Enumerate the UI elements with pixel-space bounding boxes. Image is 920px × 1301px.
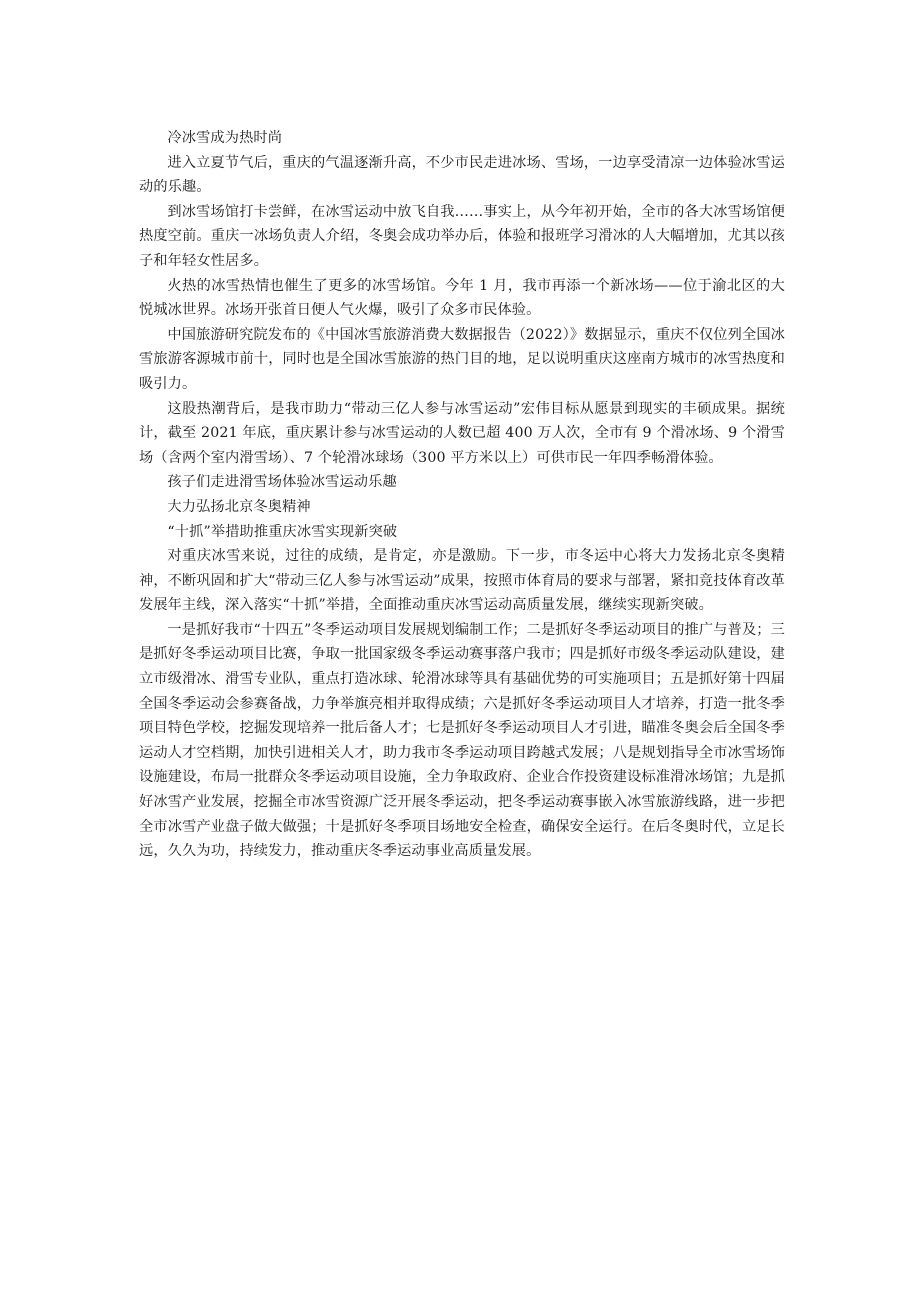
section-subheading: “十抓”举措助推重庆冰雪实现新突破	[167, 523, 398, 540]
paragraph: 对重庆冰雪来说，过往的成绩，是肯定，亦是激励。下一步，市冬运中心将大力发扬北京冬奥精神，不断巩固和扩大“带动三亿人参与冰雪运动”成果，按照市体育局的要求与部署，紧扣竞技体育改革发展年主线，深入落实“十抓”举措，全面推动重庆冰雪运动高质量发展，继续实现新突破。	[139, 548, 785, 614]
article-body	[139, 126, 785, 864]
paragraph: 到冰雪场馆打卡尝鲜，在冰雪运动中放飞自我……事实上，从今年初开始，全市的各大冰雪场馆便热度空前。重庆一冰场负责人介绍，冬奥会成功举办后，体验和报班学习滑冰的人大幅增加，尤其以孩子和年轻女性居多。	[139, 203, 785, 269]
paragraph: 这股热潮背后，是我市助力“带动三亿人参与冰雪运动”宏伟目标从愿景到现实的丰硕成果。据统计，截至 2021 年底，重庆累计参与冰雪运动的人数已超 400 万人次，全市有 9 个滑冰场、9 个滑雪场（含两个室内滑雪场）、7 个轮滑冰球场（300 平方米以上）可供市民一年四季畅滑体验。	[139, 400, 785, 466]
paragraph: 中国旅游研究院发布的《中国冰雪旅游消费大数据报告（2022）》数据显示，重庆不仅位列全国冰雪旅游客源城市前十，同时也是全国冰雪旅游的热门目的地，足以说明重庆这座南方城市的冰雪热度和吸引力。	[139, 326, 785, 392]
image-caption: 孩子们走进滑雪场体验冰雪运动乐趣	[167, 474, 397, 491]
paragraph: 火热的冰雪热情也催生了更多的冰雪场馆。今年 1 月，我市再添一个新冰场——位于渝北区的大悦城冰世界。冰场开张首日便人气火爆，吸引了众多市民体验。	[139, 277, 785, 319]
section-heading: 大力弘扬北京冬奥精神	[167, 498, 311, 515]
paragraph: 一是抓好我市“十四五”冬季运动项目发展规划编制工作；二是抓好冬季运动项目的推广与普及；三是抓好冬季运动项目比赛，争取一批国家级冬季运动赛事落户我市；四是抓好市级冬季运动队建设，建立市级滑冰、滑雪专业队，重点打造冰球、轮滑冰球等具有基础优势的可实施项目；五是抓好第十四届全国冬季运动会参赛备战，力争举旗亮相并取得成绩；六是抓好冬季运动项目人才培养，打造一批冬季项目特色学校，挖掘发现培养一批后备人才；七是抓好冬季运动项目人才引进，瞄准冬奥会后全国冬季运动人才空档期，加快引进相关人才，助力我市冬季运动项目跨越式发展；八是规划指导全市冰雪场饰设施建设，布局一批群众冬季运动项目设施，全力争取政府、企业合作投资建设标准滑冰场馆；九是抓好冰雪产业发展，挖掘全市冰雪资源广泛开展冬季运动，把冬季运动赛事嵌入冰雪旅游线路，进一步把全市冰雪产业盘子做大做强；十是抓好冬季项目场地安全检查，确保安全运行。在后冬奥时代，立足长远，久久为功，持续发力，推动重庆冬季运动事业高质量发展。	[139, 621, 785, 860]
paragraph: 进入立夏节气后，重庆的气温逐渐升高，不少市民走进冰场、雪场，一边享受清凉一边体验冰雪运动的乐趣。	[139, 154, 785, 196]
section-heading: 冷冰雪成为热时尚	[167, 130, 283, 146]
